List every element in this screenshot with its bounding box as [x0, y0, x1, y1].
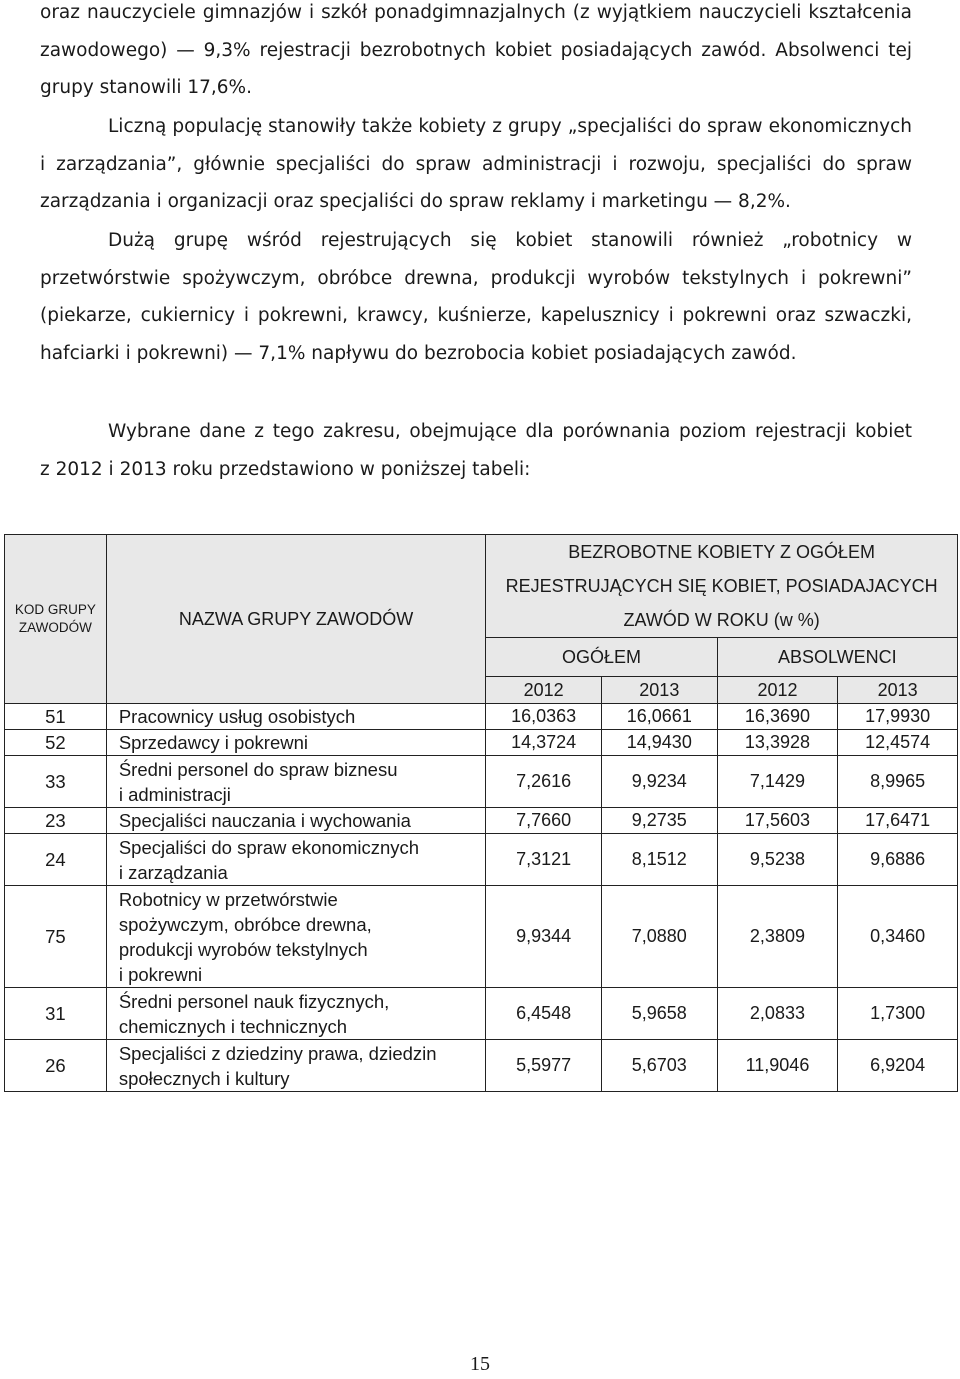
row-name: [106, 1040, 485, 1092]
row-name-line: Średni personel nauk fizycznych,: [118, 990, 390, 1012]
row-name: [106, 808, 485, 834]
row-code: 26: [5, 1040, 107, 1092]
text-line: Liczną populację stanowiły także kobiety z grupy „specjaliści do spraw ekonomicznych: [108, 116, 912, 137]
row-name: [106, 834, 485, 886]
row-value: 5,5977: [486, 1040, 602, 1092]
row-value: 14,9430: [601, 730, 717, 756]
row-name-line: produkcji wyrobów tekstylnych: [118, 938, 368, 960]
text-line: Dużą grupę wśród rejestrujących się kobiet stanowili również „robotnicy w: [108, 230, 912, 251]
row-name-line: chemicznych i technicznych: [118, 1015, 348, 1037]
row-value: 6,9204: [838, 1040, 958, 1092]
row-value: 9,5238: [717, 834, 838, 886]
row-value: 12,4574: [838, 730, 958, 756]
row-value: 17,9930: [838, 704, 958, 730]
row-value: 14,3724: [486, 730, 602, 756]
row-name-line: Średni personel do spraw biznesu: [118, 758, 398, 780]
table-body: [5, 704, 958, 1092]
row-value: 7,0880: [601, 886, 717, 988]
row-value: 13,3928: [717, 730, 838, 756]
header-absolwenci: ABSOLWENCI: [717, 638, 957, 677]
statistics-table: [4, 534, 958, 1092]
header-year: 2012: [717, 677, 838, 704]
text-line: z 2012 i 2013 roku przedstawiono w poniższej tabeli:: [40, 458, 531, 480]
row-value: 16,0363: [486, 704, 602, 730]
header-group-line: REJESTRUJĄCYCH SIĘ KOBIET, POSIADAJACYCH: [505, 576, 938, 596]
row-name-line: społecznych i kultury: [118, 1067, 290, 1089]
row-name: [106, 886, 485, 988]
row-value: 0,3460: [838, 886, 958, 988]
header-year: 2013: [838, 677, 958, 704]
row-value: 5,6703: [601, 1040, 717, 1092]
text-line: przetwórstwie spożywczym, obróbce drewna, produkcji wyrobów tekstylnych i pokrewni”: [40, 267, 912, 289]
table-row: [5, 730, 958, 756]
row-value: 9,6886: [838, 834, 958, 886]
row-value: 17,5603: [717, 808, 838, 834]
row-value: 7,2616: [486, 756, 602, 808]
paragraph-workers: [40, 222, 912, 372]
row-value: 16,3690: [717, 704, 838, 730]
page-number: 15: [470, 1353, 490, 1375]
row-value: 7,1429: [717, 756, 838, 808]
header-group: [486, 535, 958, 638]
row-code: 31: [5, 988, 107, 1040]
row-name: [106, 988, 485, 1040]
row-name-line: spożywczym, obróbce drewna,: [118, 913, 372, 935]
paragraph-teachers: [40, 0, 912, 107]
row-name-line: Specjaliści do spraw ekonomicznych: [118, 836, 420, 858]
row-value: 16,0661: [601, 704, 717, 730]
text-line: (piekarze, cukiernicy i pokrewni, krawcy, kuśnierze, kapelusznicy i pokrewni oraz szwaczki,: [40, 305, 912, 326]
header-year: 2012: [486, 677, 602, 704]
row-value: 7,7660: [486, 808, 602, 834]
header-kod: KOD GRUPY ZAWODÓW: [5, 535, 107, 704]
row-code: 33: [5, 756, 107, 808]
row-code: 52: [5, 730, 107, 756]
row-name-line: Pracownicy usług osobistych: [118, 706, 356, 727]
text-line: zawodowego) — 9,3% rejestracji bezrobotnych kobiet posiadających zawód. Absolwenci tej: [40, 39, 912, 61]
row-value: 9,2735: [601, 808, 717, 834]
row-value: 8,9965: [838, 756, 958, 808]
header-nazwa: NAZWA GRUPY ZAWODÓW: [106, 535, 485, 704]
text-line: oraz nauczyciele gimnazjów i szkół ponadgimnazjalnych (z wyjątkiem nauczycieli kształcenia: [40, 2, 912, 23]
row-name-line: i administracji: [118, 783, 231, 805]
row-name: [106, 756, 485, 808]
table-row: [5, 834, 958, 886]
header-ogolem: OGÓŁEM: [486, 638, 717, 677]
row-value: 5,9658: [601, 988, 717, 1040]
table-row: [5, 988, 958, 1040]
row-value: 1,7300: [838, 988, 958, 1040]
row-name: [106, 704, 485, 730]
row-value: 6,4548: [486, 988, 602, 1040]
table-row: [5, 704, 958, 730]
table-row: [5, 756, 958, 808]
row-name-line: Specjaliści nauczania i wychowania: [118, 810, 411, 831]
row-value: 17,6471: [838, 808, 958, 834]
row-value: 7,3121: [486, 834, 602, 886]
header-year: 2013: [601, 677, 717, 704]
row-name-line: Robotnicy w przetwórstwie: [118, 888, 338, 910]
table-row: [5, 1040, 958, 1092]
row-name-line: i pokrewni: [118, 963, 203, 985]
text-line: Wybrane dane z tego zakresu, obejmujące dla porównania poziom rejestracji kobiet: [108, 421, 912, 442]
paragraph-economics: [40, 108, 912, 221]
table-row: [5, 808, 958, 834]
row-code: 51: [5, 704, 107, 730]
table-row: [5, 886, 958, 988]
row-code: 75: [5, 886, 107, 988]
row-code: 24: [5, 834, 107, 886]
row-name: [106, 730, 485, 756]
row-value: 2,3809: [717, 886, 838, 988]
header-group-line: ZAWÓD W ROKU (w %): [623, 610, 820, 630]
row-value: 9,9234: [601, 756, 717, 808]
row-name-line: Specjaliści z dziedziny prawa, dziedzin: [118, 1042, 437, 1064]
header-group-line: BEZROBOTNE KOBIETY Z OGÓŁEM: [568, 542, 876, 562]
text-line: hafciarki i pokrewni) — 7,1% napływu do bezrobocia kobiet posiadających zawód.: [40, 342, 797, 364]
row-value: 8,1512: [601, 834, 717, 886]
paragraph-table-intro: [40, 413, 912, 488]
row-value: 9,9344: [486, 886, 602, 988]
row-name-line: i zarządzania: [118, 861, 228, 883]
text-line: zarządzania i organizacji oraz specjaliści do spraw reklamy i marketingu — 8,2%.: [40, 191, 791, 212]
row-value: 11,9046: [717, 1040, 838, 1092]
row-code: 23: [5, 808, 107, 834]
row-name-line: Sprzedawcy i pokrewni: [118, 732, 309, 753]
row-value: 2,0833: [717, 988, 838, 1040]
text-line: grupy stanowili 17,6%.: [40, 77, 253, 98]
text-line: i zarządzania”, głównie specjaliści do spraw administracji i rozwoju, specjaliści do spraw: [40, 153, 912, 175]
